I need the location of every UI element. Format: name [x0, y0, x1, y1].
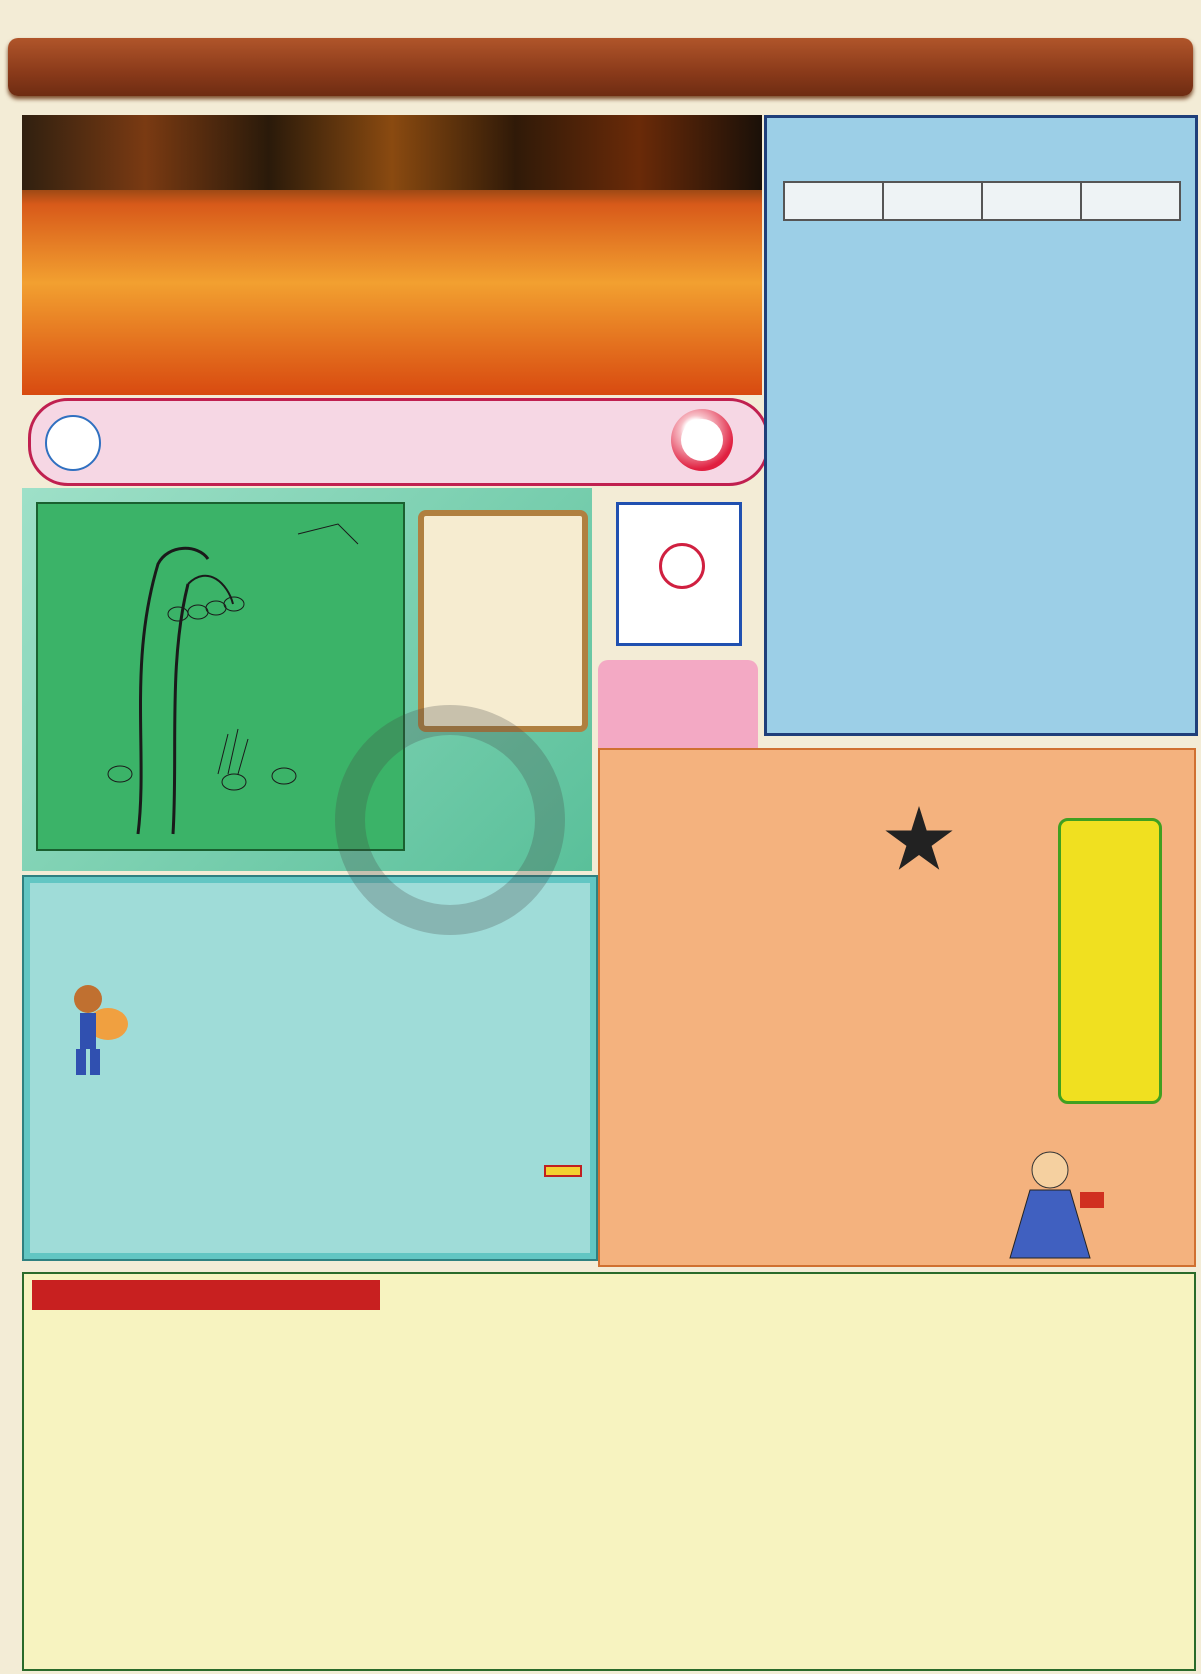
col-header — [982, 182, 1081, 220]
draws-title — [32, 1280, 380, 1310]
special-ball — [671, 409, 733, 471]
title-banner — [22, 115, 762, 395]
col-header — [1081, 182, 1180, 220]
analysis-panel — [764, 115, 1198, 736]
page-header — [8, 10, 1193, 100]
analysis-table — [783, 181, 1181, 221]
last-period-star — [884, 806, 954, 876]
banner-photo — [22, 115, 762, 190]
table-header-row — [784, 182, 1180, 220]
number-scale-top — [366, 1282, 1186, 1306]
wave-tips-label — [544, 1165, 582, 1177]
header-plank — [8, 38, 1193, 96]
thief-cartoon-icon — [58, 979, 128, 1079]
special-number — [681, 419, 723, 461]
period-card — [616, 502, 742, 646]
col-header — [784, 182, 883, 220]
col-header — [883, 182, 982, 220]
number-scale-bottom — [366, 1646, 1186, 1666]
poem-side-banner — [1058, 818, 1162, 1104]
watermark-logo-icon — [330, 700, 850, 940]
mark-six-logo — [45, 415, 101, 471]
latest-results-strip — [28, 398, 769, 486]
mark-six-flower-icon — [659, 543, 705, 589]
scholar-cartoon-icon — [1000, 1140, 1120, 1260]
site-watermark — [330, 700, 850, 940]
recent-draws-chart — [22, 1272, 1196, 1671]
scroll-riddle — [418, 510, 588, 732]
